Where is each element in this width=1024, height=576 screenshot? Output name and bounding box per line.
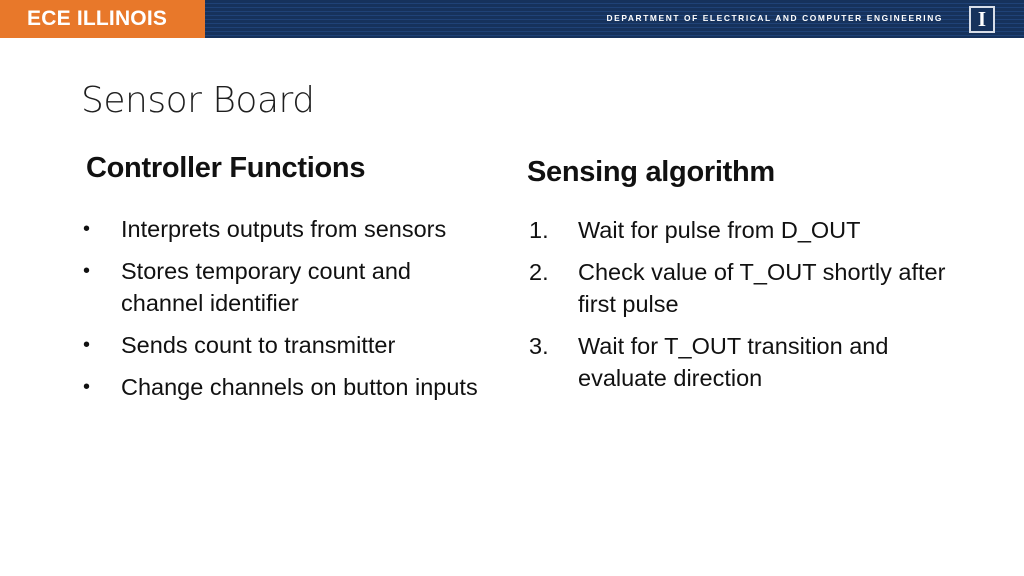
list-item-text: Check value of T_OUT shortly after first pulse [578,259,946,317]
header-banner [0,0,1024,38]
list-item [83,371,493,403]
ece-illinois-logo [0,0,205,38]
number-marker: 2. [529,259,549,285]
number-marker: 1. [529,217,549,243]
list-item [83,255,493,319]
bullet-marker: • [83,376,91,398]
list-item [529,214,969,246]
department-name: DEPARTMENT OF ELECTRICAL AND COMPUTER ENGINEERING [606,13,943,23]
bullet-marker: • [83,334,91,356]
sensing-algorithm-list [529,214,969,404]
list-item [529,330,969,394]
controller-functions-list [83,213,493,413]
list-item-text: Stores temporary count and channel identifier [121,258,411,316]
bullet-marker: • [83,260,91,282]
sensing-algorithm-heading: Sensing algorithm [527,156,775,188]
number-marker: 3. [529,333,549,359]
list-item-text: Change channels on button inputs [121,374,478,400]
list-item-text: Wait for pulse from D_OUT [578,217,861,243]
logo-text: ECE ILLINOIS [27,7,168,30]
list-item-text: Wait for T_OUT transition and evaluate direction [578,333,889,391]
list-item [529,256,969,320]
block-i-letter: I [977,7,987,31]
slide-title: Sensor Board [81,80,315,121]
list-item-text: Sends count to transmitter [121,332,396,358]
list-item [83,329,493,361]
bullet-marker: • [83,218,91,240]
block-i-logo-icon [969,6,995,33]
list-item [83,213,493,245]
list-item-text: Interprets outputs from sensors [121,216,447,242]
controller-functions-heading: Controller Functions [86,152,366,184]
